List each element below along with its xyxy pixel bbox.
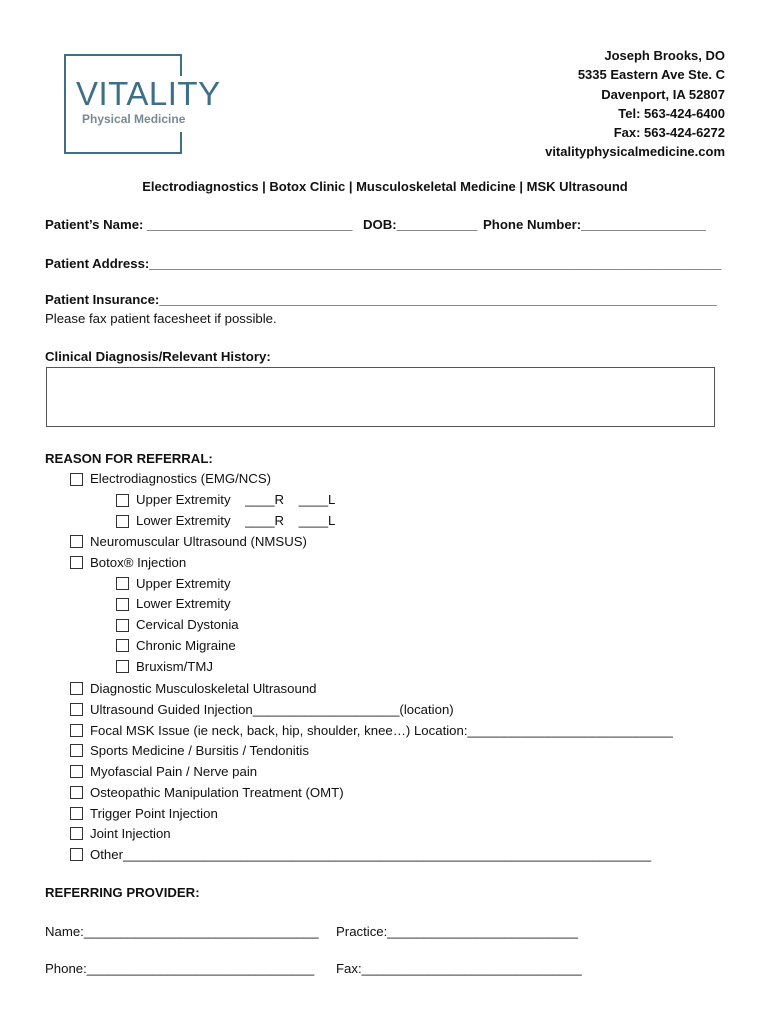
label-omt: Osteopathic Manipulation Treatment (OMT) bbox=[90, 785, 344, 800]
checkbox-botox-lower-extremity[interactable] bbox=[116, 598, 129, 611]
label-myofascial-pain: Myofascial Pain / Nerve pain bbox=[90, 764, 258, 779]
logo-text: VITALITY bbox=[76, 75, 221, 112]
label-focal-msk-issue: Focal MSK Issue (ie neck, back, hip, shoulder, knee…) Location:____________________________ bbox=[90, 723, 673, 738]
logo-subtitle: Physical Medicine bbox=[82, 112, 186, 126]
provider-practice-field[interactable]: Practice:__________________________ bbox=[336, 924, 578, 939]
checkbox-botox[interactable] bbox=[70, 556, 83, 569]
diagnosis-textbox[interactable] bbox=[46, 367, 715, 427]
checkbox-omt[interactable] bbox=[70, 786, 83, 799]
provider-name-field[interactable]: Name:________________________________ bbox=[45, 924, 319, 939]
phone-number-field[interactable]: Phone Number:_________________ bbox=[483, 217, 706, 232]
website: vitalityphysicalmedicine.com bbox=[545, 144, 725, 160]
label-sports-medicine: Sports Medicine / Bursitis / Tendonitis bbox=[90, 743, 309, 758]
label-electrodiagnostics: Electrodiagnostics (EMG/NCS) bbox=[90, 471, 272, 486]
label-botox: Botox® Injection bbox=[90, 555, 187, 570]
provider-fax-field[interactable]: Fax:______________________________ bbox=[336, 961, 582, 976]
services-line: Electrodiagnostics | Botox Clinic | Musculoskeletal Medicine | MSK Ultrasound bbox=[142, 179, 628, 194]
checkbox-botox-upper-extremity[interactable] bbox=[116, 577, 129, 590]
label-chronic-migraine: Chronic Migraine bbox=[136, 638, 236, 653]
label-emg-upper-extremity: Upper Extremity ____R ____L bbox=[136, 492, 336, 507]
checkbox-myofascial-pain[interactable] bbox=[70, 765, 83, 778]
checkbox-focal-msk-issue[interactable] bbox=[70, 724, 83, 737]
label-cervical-dystonia: Cervical Dystonia bbox=[136, 617, 239, 632]
label-botox-upper-extremity: Upper Extremity bbox=[136, 576, 231, 591]
provider-phone-field[interactable]: Phone:_______________________________ bbox=[45, 961, 315, 976]
patient-insurance-field[interactable]: Patient Insurance:____________________________________________________________________________ bbox=[45, 292, 717, 307]
dob-field[interactable]: DOB:___________ bbox=[363, 217, 478, 232]
checkbox-sports-medicine[interactable] bbox=[70, 744, 83, 757]
patient-name-field[interactable]: Patient’s Name: ____________________________ bbox=[45, 217, 353, 232]
practice-address bbox=[545, 46, 725, 162]
checkbox-other[interactable] bbox=[70, 848, 83, 861]
label-diagnostic-msk-ultrasound: Diagnostic Musculoskeletal Ultrasound bbox=[90, 681, 317, 696]
label-bruxism-tmj: Bruxism/TMJ bbox=[136, 659, 213, 674]
checkbox-ultrasound-guided-injection[interactable] bbox=[70, 703, 83, 716]
patient-address-field[interactable]: Patient Address:______________________________________________________________________________ bbox=[45, 256, 722, 271]
doctor-name: Joseph Brooks, DO bbox=[604, 48, 725, 63]
checkbox-trigger-point-injection[interactable] bbox=[70, 807, 83, 820]
fax-number: Fax: 563-424-6272 bbox=[613, 125, 725, 141]
label-joint-injection: Joint Injection bbox=[90, 826, 171, 841]
label-trigger-point-injection: Trigger Point Injection bbox=[90, 806, 218, 821]
label-nmsus: Neuromuscular Ultrasound (NMSUS) bbox=[90, 534, 307, 549]
telephone: Tel: 563-424-6400 bbox=[618, 105, 725, 121]
city-address: Davenport, IA 52807 bbox=[601, 86, 725, 102]
checkbox-emg-upper-extremity[interactable] bbox=[116, 494, 129, 507]
provider-heading: REFERRING PROVIDER: bbox=[45, 885, 200, 900]
label-ultrasound-guided-injection: Ultrasound Guided Injection____________________(location) bbox=[90, 702, 454, 717]
checkbox-chronic-migraine[interactable] bbox=[116, 639, 129, 652]
checkbox-emg-lower-extremity[interactable] bbox=[116, 515, 129, 528]
label-emg-lower-extremity: Lower Extremity ____R ____L bbox=[136, 513, 336, 528]
insurance-note: Please fax patient facesheet if possible. bbox=[45, 311, 277, 326]
label-botox-lower-extremity: Lower Extremity bbox=[136, 596, 231, 611]
checkbox-electrodiagnostics[interactable] bbox=[70, 473, 83, 486]
checkbox-bruxism-tmj[interactable] bbox=[116, 660, 129, 673]
checkbox-joint-injection[interactable] bbox=[70, 827, 83, 840]
diagnosis-label: Clinical Diagnosis/Relevant History: bbox=[45, 349, 271, 364]
label-other[interactable]: Other________________________________________________________________________ bbox=[90, 847, 652, 862]
checkbox-cervical-dystonia[interactable] bbox=[116, 619, 129, 632]
street-address: 5335 Eastern Ave Ste. C bbox=[577, 67, 725, 83]
checkbox-diagnostic-msk-ultrasound[interactable] bbox=[70, 682, 83, 695]
referral-heading: REASON FOR REFERRAL: bbox=[45, 451, 213, 466]
checkbox-nmsus[interactable] bbox=[70, 535, 83, 548]
